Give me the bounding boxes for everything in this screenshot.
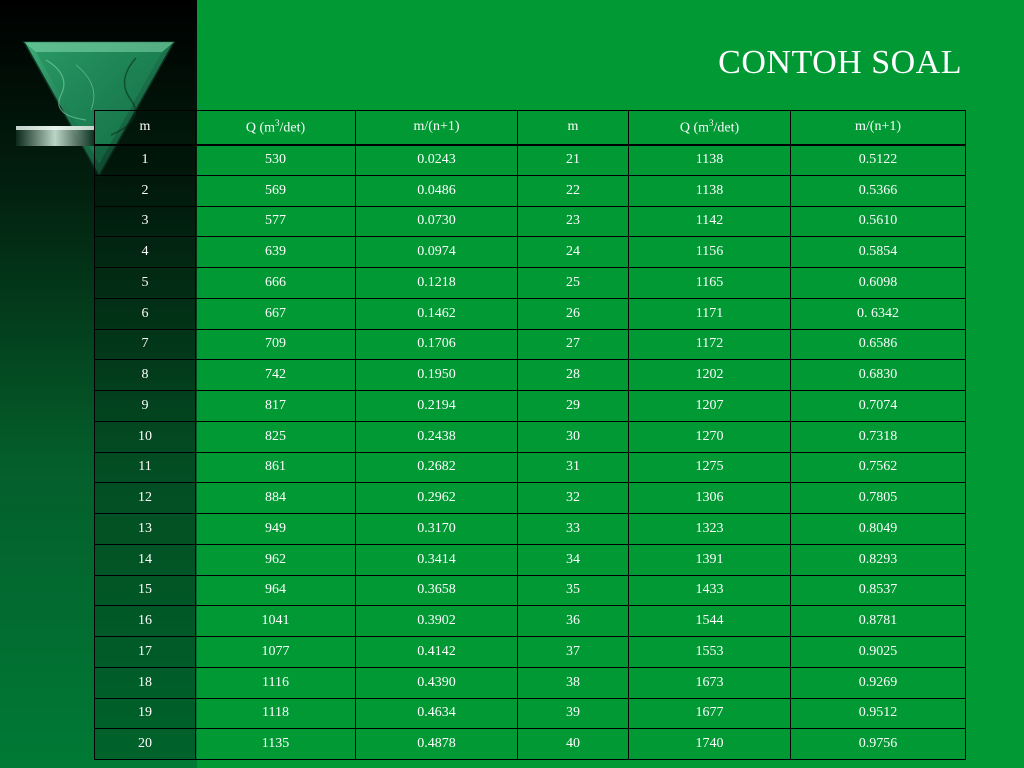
cell-ratio: 0.1462 xyxy=(356,298,518,329)
cell-q-2: 1433 xyxy=(629,575,791,606)
cell-q: 817 xyxy=(196,391,356,422)
cell-m: 13 xyxy=(95,514,196,545)
cell-q: 577 xyxy=(196,206,356,237)
cell-m-2: 40 xyxy=(518,729,629,760)
cell-ratio: 0.4634 xyxy=(356,698,518,729)
cell-q: 667 xyxy=(196,298,356,329)
cell-q: 1116 xyxy=(196,667,356,698)
cell-ratio: 0.1706 xyxy=(356,329,518,360)
cell-q-2: 1142 xyxy=(629,206,791,237)
cell-m-2: 24 xyxy=(518,237,629,268)
cell-ratio: 0.0730 xyxy=(356,206,518,237)
column-header-ratio-2: m/(n+1) xyxy=(791,111,966,145)
cell-m: 20 xyxy=(95,729,196,760)
cell-q: 861 xyxy=(196,452,356,483)
cell-ratio-2: 0. 6342 xyxy=(791,298,966,329)
cell-ratio-2: 0.9756 xyxy=(791,729,966,760)
cell-q-2: 1270 xyxy=(629,421,791,452)
cell-m-2: 22 xyxy=(518,175,629,206)
cell-q: 825 xyxy=(196,421,356,452)
cell-m: 17 xyxy=(95,637,196,668)
slide-title: CONTOH SOAL xyxy=(718,44,962,81)
cell-q-2: 1544 xyxy=(629,606,791,637)
cell-q-2: 1553 xyxy=(629,637,791,668)
cell-q-2: 1165 xyxy=(629,268,791,299)
cell-m: 9 xyxy=(95,391,196,422)
cell-q: 964 xyxy=(196,575,356,606)
cell-q: 884 xyxy=(196,483,356,514)
table-row xyxy=(95,514,966,545)
cell-q-2: 1306 xyxy=(629,483,791,514)
cell-ratio-2: 0.7074 xyxy=(791,391,966,422)
cell-q-2: 1275 xyxy=(629,452,791,483)
cell-ratio-2: 0.9269 xyxy=(791,667,966,698)
cell-q: 949 xyxy=(196,514,356,545)
cell-q: 666 xyxy=(196,268,356,299)
cell-ratio-2: 0.9512 xyxy=(791,698,966,729)
cell-m-2: 27 xyxy=(518,329,629,360)
cell-m: 4 xyxy=(95,237,196,268)
cell-q: 1135 xyxy=(196,729,356,760)
cell-ratio: 0.1218 xyxy=(356,268,518,299)
cell-m: 18 xyxy=(95,667,196,698)
cell-m: 1 xyxy=(95,145,196,176)
cell-ratio: 0.0974 xyxy=(356,237,518,268)
cell-m-2: 38 xyxy=(518,667,629,698)
cell-q: 569 xyxy=(196,175,356,206)
table-row xyxy=(95,575,966,606)
cell-m: 3 xyxy=(95,206,196,237)
cell-ratio: 0.0486 xyxy=(356,175,518,206)
cell-m: 6 xyxy=(95,298,196,329)
table-row xyxy=(95,637,966,668)
cell-ratio: 0.2438 xyxy=(356,421,518,452)
cell-ratio-2: 0.5366 xyxy=(791,175,966,206)
cell-q: 1041 xyxy=(196,606,356,637)
table-row xyxy=(95,175,966,206)
table-row xyxy=(95,298,966,329)
table-row xyxy=(95,606,966,637)
cell-ratio: 0.3658 xyxy=(356,575,518,606)
cell-m-2: 31 xyxy=(518,452,629,483)
cell-ratio-2: 0.5610 xyxy=(791,206,966,237)
table-row xyxy=(95,421,966,452)
column-header-m-2: m xyxy=(518,111,629,145)
table-row xyxy=(95,329,966,360)
cell-q-2: 1323 xyxy=(629,514,791,545)
table-row xyxy=(95,698,966,729)
cell-m: 7 xyxy=(95,329,196,360)
cell-q: 742 xyxy=(196,360,356,391)
cell-m-2: 28 xyxy=(518,360,629,391)
cell-ratio: 0.2962 xyxy=(356,483,518,514)
cell-q: 1118 xyxy=(196,698,356,729)
column-header-q: Q $(m^3/\det)$ xyxy=(196,111,356,145)
cell-q: 530 xyxy=(196,145,356,176)
cell-m: 19 xyxy=(95,698,196,729)
table-row xyxy=(95,544,966,575)
cell-m-2: 36 xyxy=(518,606,629,637)
cell-ratio-2: 0.8049 xyxy=(791,514,966,545)
cell-m: 11 xyxy=(95,452,196,483)
cell-m-2: 21 xyxy=(518,145,629,176)
cell-m-2: 37 xyxy=(518,637,629,668)
table-row xyxy=(95,729,966,760)
cell-q-2: 1202 xyxy=(629,360,791,391)
cell-m: 10 xyxy=(95,421,196,452)
cell-ratio: 0.4878 xyxy=(356,729,518,760)
cell-ratio: 0.0243 xyxy=(356,145,518,176)
cell-q: 709 xyxy=(196,329,356,360)
cell-ratio-2: 0.8537 xyxy=(791,575,966,606)
cell-m: 14 xyxy=(95,544,196,575)
table-header-row xyxy=(95,111,966,145)
table-row xyxy=(95,360,966,391)
table-row xyxy=(95,452,966,483)
cell-q-2: 1391 xyxy=(629,544,791,575)
cell-q-2: 1172 xyxy=(629,329,791,360)
cell-ratio-2: 0.8293 xyxy=(791,544,966,575)
cell-ratio-2: 0.9025 xyxy=(791,637,966,668)
cell-m-2: 35 xyxy=(518,575,629,606)
cell-m: 5 xyxy=(95,268,196,299)
cell-m-2: 25 xyxy=(518,268,629,299)
cell-q-2: 1171 xyxy=(629,298,791,329)
cell-m: 16 xyxy=(95,606,196,637)
cell-ratio-2: 0.7562 xyxy=(791,452,966,483)
cell-q-2: 1673 xyxy=(629,667,791,698)
table-row xyxy=(95,667,966,698)
cell-ratio: 0.2682 xyxy=(356,452,518,483)
cell-m-2: 39 xyxy=(518,698,629,729)
table-row xyxy=(95,483,966,514)
cell-q-2: 1677 xyxy=(629,698,791,729)
cell-ratio-2: 0.6830 xyxy=(791,360,966,391)
cell-m-2: 29 xyxy=(518,391,629,422)
cell-q: 639 xyxy=(196,237,356,268)
table-row xyxy=(95,237,966,268)
cell-ratio: 0.3902 xyxy=(356,606,518,637)
cell-m: 12 xyxy=(95,483,196,514)
cell-m-2: 33 xyxy=(518,514,629,545)
cell-ratio-2: 0.5854 xyxy=(791,237,966,268)
cell-q: 962 xyxy=(196,544,356,575)
cell-m-2: 32 xyxy=(518,483,629,514)
cell-ratio: 0.3414 xyxy=(356,544,518,575)
cell-ratio-2: 0.5122 xyxy=(791,145,966,176)
cell-q-2: 1156 xyxy=(629,237,791,268)
column-header-q-2: Q $(m^3/\det)$ xyxy=(629,111,791,145)
cell-q-2: 1138 xyxy=(629,175,791,206)
table-row xyxy=(95,391,966,422)
cell-m: 15 xyxy=(95,575,196,606)
column-header-m: m xyxy=(95,111,196,145)
cell-ratio: 0.1950 xyxy=(356,360,518,391)
table-row xyxy=(95,268,966,299)
cell-ratio: 0.4142 xyxy=(356,637,518,668)
column-header-ratio: m/(n+1) xyxy=(356,111,518,145)
cell-m: 8 xyxy=(95,360,196,391)
cell-q-2: 1740 xyxy=(629,729,791,760)
cell-ratio-2: 0.6586 xyxy=(791,329,966,360)
cell-ratio: 0.3170 xyxy=(356,514,518,545)
cell-m-2: 34 xyxy=(518,544,629,575)
cell-ratio-2: 0.6098 xyxy=(791,268,966,299)
cell-q-2: 1207 xyxy=(629,391,791,422)
cell-m-2: 30 xyxy=(518,421,629,452)
cell-ratio: 0.4390 xyxy=(356,667,518,698)
cell-q-2: 1138 xyxy=(629,145,791,176)
table-row xyxy=(95,145,966,176)
cell-ratio-2: 0.7318 xyxy=(791,421,966,452)
cell-ratio-2: 0.7805 xyxy=(791,483,966,514)
cell-m-2: 23 xyxy=(518,206,629,237)
cell-m: 2 xyxy=(95,175,196,206)
table-row xyxy=(95,206,966,237)
cell-m-2: 26 xyxy=(518,298,629,329)
data-table xyxy=(94,110,966,760)
cell-ratio: 0.2194 xyxy=(356,391,518,422)
cell-ratio-2: 0.8781 xyxy=(791,606,966,637)
cell-q: 1077 xyxy=(196,637,356,668)
